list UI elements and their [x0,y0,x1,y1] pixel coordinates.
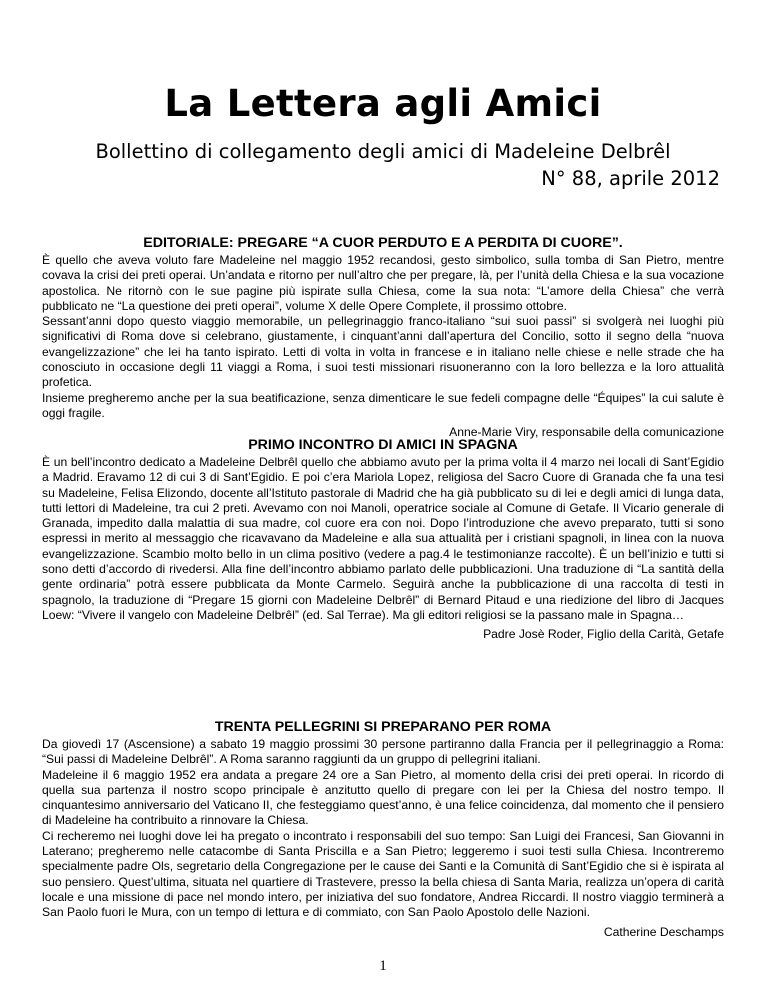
paragraph: Madeleine il 6 maggio 1952 era andata a pregare 24 ore a San Pietro, al momento della crisi dei preti operai. In ricordo di quella sua partenza il nostro scopo principale è anzitutto quello di pregare con lei per la Chiesa del nostro tempo. Il cinquantesimo anniversario del Vaticano II, che festeggiamo quest’anno, è una felice coincidenza, dal momento che il pensiero di Madeleine ha contribuito a rinnovare la Chiesa. [42,767,724,828]
issue-number: N° 88, aprile 2012 [541,167,720,190]
paragraph: Sessant’anni dopo questo viaggio memorabile, un pellegrinaggio franco-italiano “sui suoi passi” si svolgerà nei luoghi più significativi di Roma dove si celebrano, giustamente, i cinquant’anni dall’apertura del Concilio, sotto il segno della “nuova evangelizzazione” che lei ha tanto ispirato. Letti di volta in volta in francese e in italiano nelle chiese e nelle strade che ha conosciuto in occasione degli 11 viaggi a Roma, i suoi testi missionari risuoneranno con la loro bellezza e la loro attualità profetica. [42,314,724,390]
paragraph: Ci recheremo nei luoghi dove lei ha pregato o incontrato i responsabili del suo tempo: San Luigi dei Francesi, San Giovanni in Laterano; pregheremo nelle catacombe di Santa Priscilla e a San Pietro; leggeremo i suoi testi sulla Chiesa. Incontreremo specialmente padre Ols, segretario della Congregazione per le cause dei Santi e la Comunità di Sant’Egidio che si è ispirata al suo pensiero. Quest’ultima, situata nel quartiere di Trastevere, presso la bella chiesa di Santa Maria, realizza un’opera di carità locale e una missione di pace nel mondo intero, per iniziativa del suo fondatore, Andrea Riccardi. Il nostro viaggio terminerà a San Paolo fuori le Mura, con un tempo di lettura e di commiato, con San Paolo Apostolo delle Nazioni. [42,828,724,920]
editorial-section [42,235,724,441]
spain-meeting-section [42,437,724,643]
section-body [42,253,724,421]
paragraph: Da giovedì 17 (Ascensione) a sabato 19 maggio prossimi 30 persone partiranno dalla Francia per il pellegrinaggio a Roma: “Sui passi di Madeleine Delbrêl”. A Roma saranno raggiunti da un gruppo di pellegrini italiani. [42,737,724,767]
paragraph: È quello che aveva voluto fare Madeleine nel maggio 1952 recandosi, gesto simbolico, sulla tomba di San Pietro, mentre covava la crisi dei preti operai. Un’andata e ritorno per null’altro che per pregare, là, per l’unità della Chiesa e la sua vocazione apostolica. Ne ritornò con le sue pagine più ispirate sulla Chiesa, come la sua nota: “L’amore della Chiesa” che verrà pubblicato ne “La questione dei preti operai”, volume X delle Opere Complete, il prossimo ottobre. [42,253,724,313]
signature: Catherine Deschamps [603,924,724,939]
signature: Anne-Marie Viry, responsabile della comunicazione [449,425,724,440]
signature: Padre Josè Roder, Figlio della Carità, Getafe [483,627,724,642]
section-body [42,737,724,921]
page-number: 1 [379,958,387,974]
section-body [42,455,724,623]
section-heading: EDITORIALE: PREGARE “A CUOR PERDUTO E A PERDITA DI CUORE”. [143,235,623,251]
section-heading: TRENTA PELLEGRINI SI PREPARANO PER ROMA [214,719,552,735]
newsletter-subtitle: Bollettino di collegamento degli amici di Madeleine Delbrêl [95,140,671,163]
paragraph: Insieme pregheremo anche per la sua beatificazione, senza dimenticare le sue fedeli compagne delle “Équipes” la cui salute è oggi fragile. [42,390,724,420]
pilgrims-section [42,719,724,940]
newsletter-title: La Lettera agli Amici [164,82,602,125]
section-heading: PRIMO INCONTRO DI AMICI IN SPAGNA [248,437,518,453]
paragraph: È un bell’incontro dedicato a Madeleine Delbrêl quello che abbiamo avuto per la prima volta il 4 marzo nei locali di Sant’Egidio a Madrid. Eravamo 12 di cui 3 di Sant’Egidio. E poi c’era Mariola Lopez, religiosa del Sacro Cuore di Granada che fa una tesi su Madeleine, Felisa Elizondo, docente all’Istituto pastorale di Madrid che ha già pubblicato su di lei e degli amici di lunga data, tutti lettori di Madeleine, tra cui 2 preti. Avevamo con noi Manoli, operatrice sociale al Comune di Getafe. Il Vicario generale di Granada, impedito dalla malattia di sua madre, col cuore era con noi. Dopo l’introduzione che avevo preparato, tutti si sono espressi in merito al messaggio che ricavavano da Madeleine e alla sua attualità per i cristiani spagnoli, in linea con la nuova evangelizzazione. Scambio molto bello in un clima positivo (vedere a pag.4 le testimonianze raccolte). È un bell’inizio e tutti si sono detti d’accordo di rivedersi. Alla fine dell’incontro abbiamo parlato delle pubblicazioni. Una traduzione di “La santità della gente ordinaria” potrà essere pubblicata da Monte Carmelo. Seguirà anche la pubblicazione di una raccolta di testi in spagnolo, la traduzione di “Pregare 15 giorni con Madeleine Delbrêl” di Bernard Pitaud e una riedizione del libro di Jacques Loew: “Vivere il vangelo con Madeleine Delbrêl” (ed. Sal Terrae). Ma gli editori religiosi se la passano male in Spagna… [42,455,724,622]
